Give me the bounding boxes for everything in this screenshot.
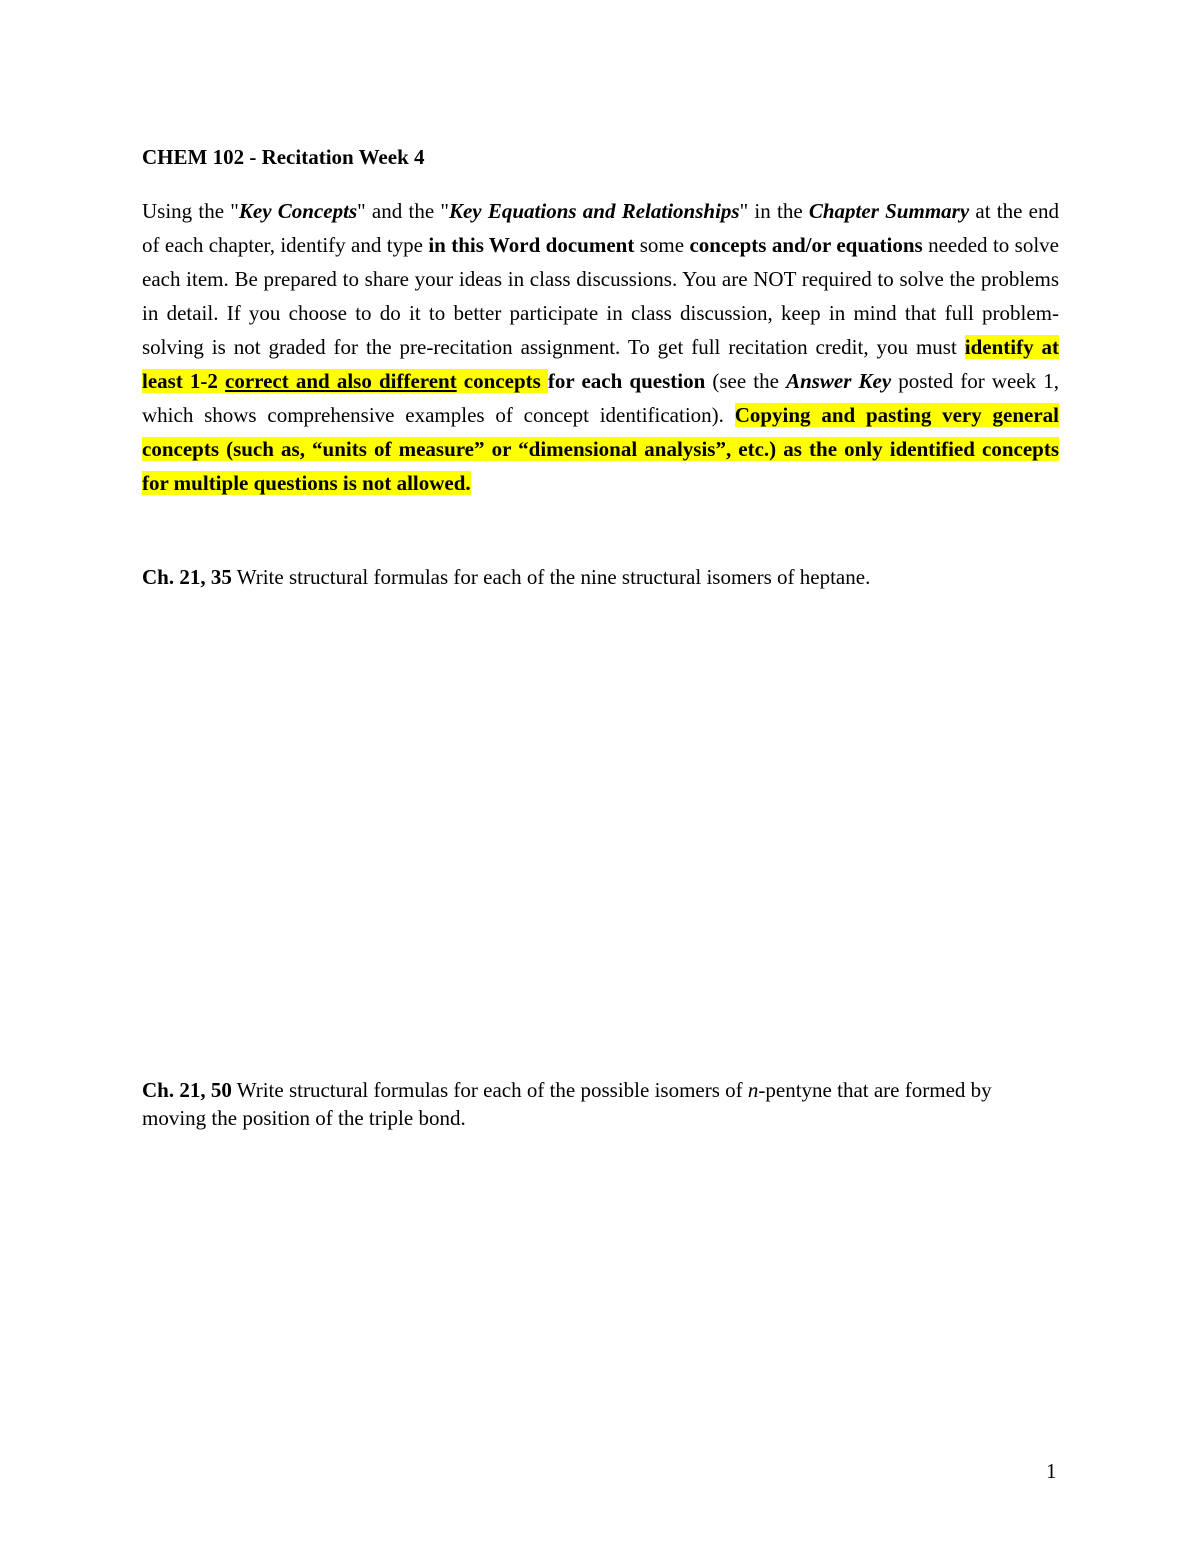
question-italic: n (747, 1078, 759, 1102)
instructions-text: needed to solve each item. Be prepared to share your ideas in class discussions. You are NOT required to solve the problems in detail. If you choose to do it to better participate in class discussion, keep in mind that full problem-solving is not graded for the pre-recitation assignment. To get full recitation credit, you must (142, 233, 1060, 359)
question-label: Ch. 21, 50 (142, 1078, 232, 1102)
highlight-text: identify at least 1-2 (142, 335, 1059, 393)
highlight-underlined: correct and also different (225, 369, 457, 393)
instructions-text: posted for week 1, which shows comprehensive examples of concept identification). (142, 369, 1059, 427)
question-text: Write structural formulas for each of the nine structural isomers of heptane. (231, 565, 871, 589)
instructions-text: (see the (705, 369, 787, 393)
highlight-warning: Copying and pasting very general concepts (such as, “units of measure” or “dimensional analysis”, etc.) as the only identified concepts for multiple questions is not allowed. (142, 403, 1059, 495)
word-document-emphasis: in this Word document (428, 233, 635, 257)
page-title: CHEM 102 - Recitation Week 4 (142, 145, 425, 169)
question-item (142, 563, 1059, 591)
chapter-summary-term: Chapter Summary (808, 199, 970, 223)
instructions-text: " and the " (357, 199, 449, 223)
concepts-equations-emphasis: concepts and/or equations (689, 233, 923, 257)
question-item (142, 1076, 1022, 1132)
key-concepts-term: Key Concepts (238, 199, 358, 223)
answer-key-term: Answer Key (786, 369, 892, 393)
question-label: Ch. 21, 35 (142, 565, 232, 589)
highlight-text: concepts (456, 369, 548, 393)
page-number: 1 (1046, 1459, 1057, 1483)
instructions-text: some (634, 233, 690, 257)
instructions-text: Using the " (142, 199, 239, 223)
instructions-text: " in the (739, 199, 809, 223)
question-text: -pentyne that are formed by moving the position of the triple bond. (142, 1078, 992, 1130)
instructions-paragraph (142, 194, 1059, 500)
question-text: Write structural formulas for each of the possible isomers of (231, 1078, 748, 1102)
instructions-text: at the end of each chapter, identify and type (142, 199, 1060, 257)
for-each-question-emphasis: for each question (547, 369, 706, 393)
key-equations-term: Key Equations and Relationships (448, 199, 740, 223)
